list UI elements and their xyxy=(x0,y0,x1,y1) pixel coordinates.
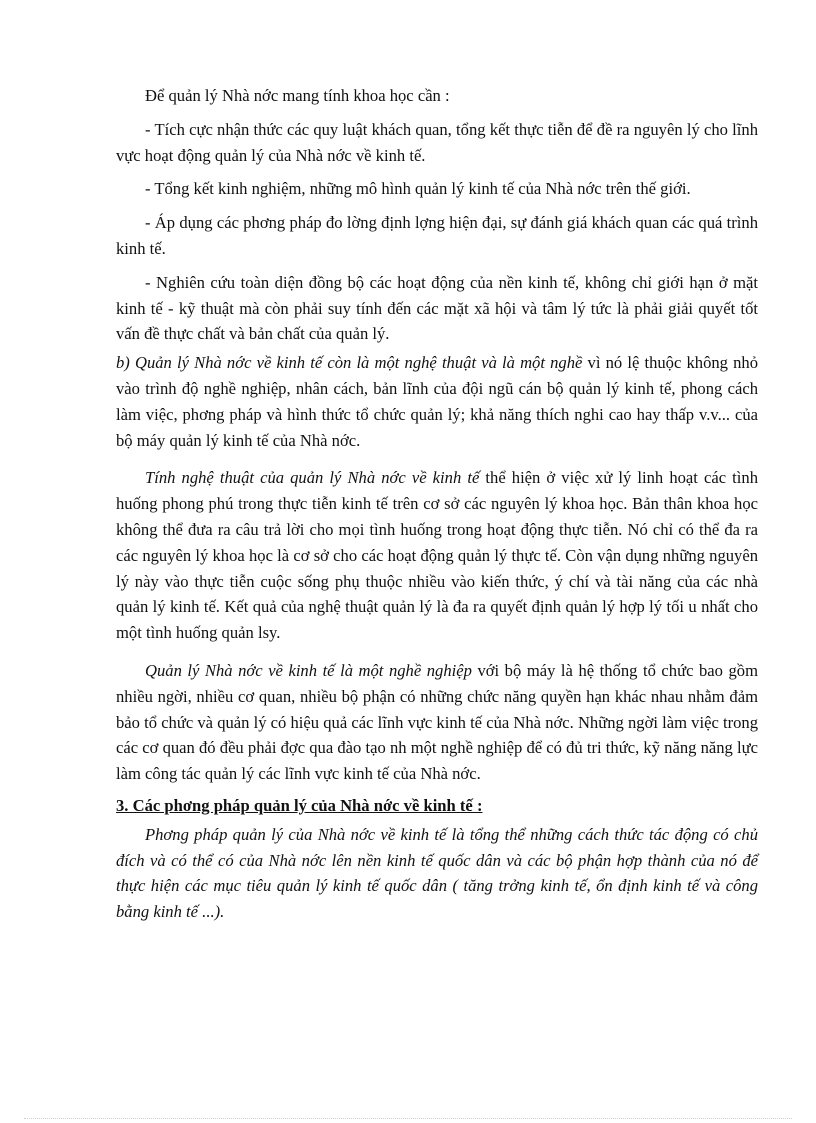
paragraph-b-text: vì nó lệ thuộc không nhỏ vào trình độ nghề nghiệp, nhân cách, bản lĩnh của đội ngũ cán bộ quản lý kinh tế, phong cách làm việc, phơng pháp và hình thức tổ chức quản lý; khả năng thích nghi cao hay thấp v.v... của bộ máy quản lý kinh tế của Nhà nớc. xyxy=(116,353,758,450)
section-heading: 3. Các phơng pháp quản lý của Nhà nớc về kinh tế : xyxy=(116,795,483,815)
bullet-paragraph-1: - Tích cực nhận thức các quy luật khách quan, tổng kết thực tiễn để đề ra nguyên lý cho lĩnh vực hoạt động quản lý của Nhà nớc về kinh tế. xyxy=(116,119,758,165)
paragraph-b-italic-lead: b) Quản lý Nhà nớc về kinh tế còn là một nghệ thuật và là một nghề xyxy=(116,353,583,373)
paragraph-profession-text: với bộ máy là hệ thống tổ chức bao gồm nhiều ngời, nhiều cơ quan, nhiều bộ phận có những chức năng quyền hạn khác nhau nhằm đảm bảo tổ chức và quản lý có hiệu quả các lĩnh vực kinh tế của Nhà nớc. Những ngời làm việc trong các cơ quan đó đều phải đợc qua đào tạo nh một nghề nghiệp để có đủ tri thức, kỹ năng năng lực làm công tác quản lý các lĩnh vực kinh tế của Nhà nớc. xyxy=(116,660,758,784)
intro-paragraph: Để quản lý Nhà nớc mang tính khoa học cần : xyxy=(145,86,450,105)
bullet-paragraph-4: - Nghiên cứu toàn diện đồng bộ các hoạt động của nền kinh tế, không chỉ giới hạn ở mặt kinh tế - kỹ thuật mà còn phải suy tính đến các mặt xã hội và tâm lý tức là phải giải quyết tốt vấn đề thực chất và bản chất của quản lý. xyxy=(116,272,758,344)
paragraph-profession xyxy=(116,658,758,787)
paragraph-art-text: thể hiện ở việc xử lý linh hoạt các tình huống phong phú trong thực tiễn kinh tế trên cơ sở các nguyên lý khoa học. Bản thân khoa học không thể đưa ra câu trả lời cho mọi tình huống trong hoạt động thực tiễn. Nó chỉ có thể đa ra các nguyên lý khoa học là cơ sở cho các hoạt động quản lý thực tế. Còn vận dụng những nguyên lý này vào thực tiễn cuộc sống phụ thuộc nhiều vào kiến thức, ý chí và tài năng của các nhà quản lý kinh tế. Kết quả của nghệ thuật quản lý là đa ra quyết định quản lý hợp lý tối u nhất cho một tình huống quản lsy. xyxy=(116,468,758,643)
paragraph-art-italic-lead: Tính nghệ thuật của quản lý Nhà nớc về kinh tế xyxy=(145,468,480,488)
bullet-paragraph-2: - Tổng kết kinh nghiệm, những mô hình quản lý kinh tế của Nhà nớc trên thế giới. xyxy=(145,179,691,199)
page-bottom-divider xyxy=(24,1118,792,1119)
bullet-paragraph-3: - Áp dụng các phơng pháp đo lờng định lợng hiện đại, sự đánh giá khách quan các quá trình kinh tế. xyxy=(116,213,758,258)
closing-paragraph xyxy=(116,822,758,925)
paragraph-b xyxy=(116,350,758,453)
paragraph-art xyxy=(116,465,758,646)
paragraph-profession-italic-lead: Quản lý Nhà nớc về kinh tế là một nghề nghiệp xyxy=(145,660,472,680)
document-body xyxy=(116,83,758,925)
closing-paragraph-italic: Phơng pháp quản lý của Nhà nớc về kinh tế là tổng thể những cách thức tác động có chủ đích và có thể có của Nhà nớc lên nền kinh tế quốc dân và các bộ phận hợp thành của nó để thực hiện các mục tiêu quản lý kinh tế quốc dân ( tăng trởng kinh tế, ổn định kinh tế và công bằng kinh tế ...). xyxy=(116,824,758,922)
